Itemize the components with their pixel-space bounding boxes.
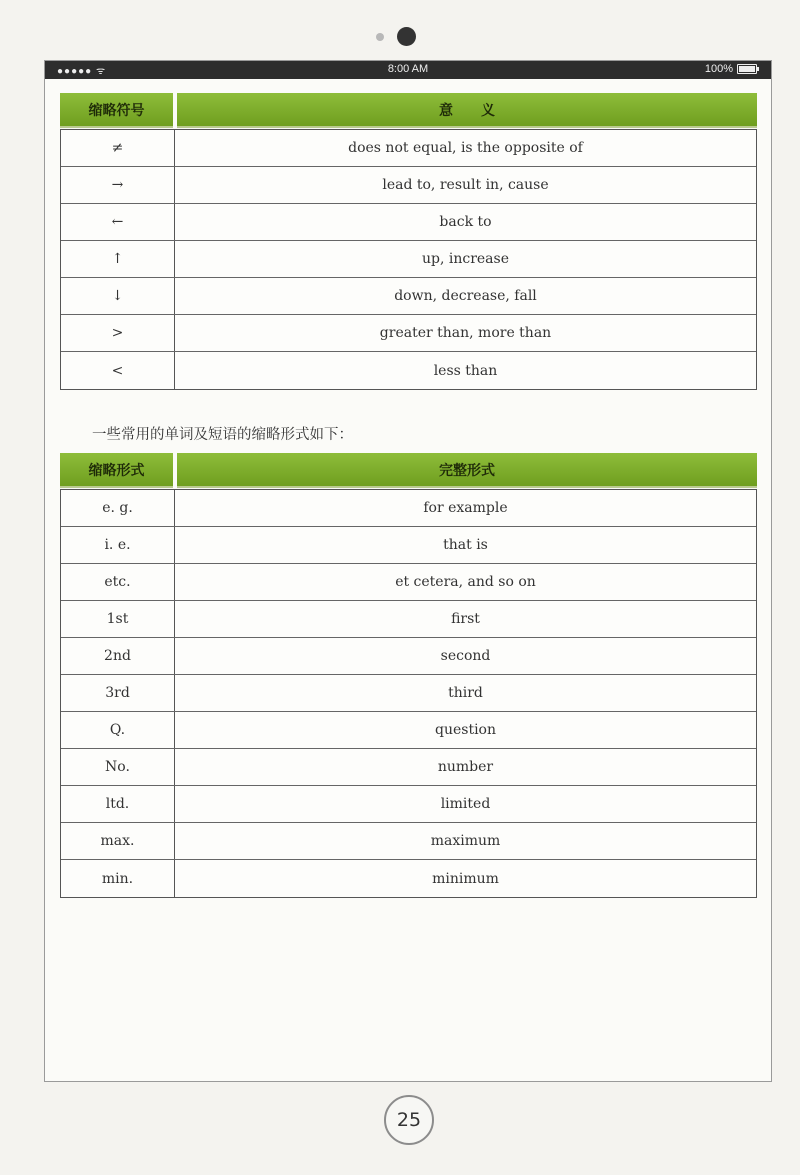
full-cell: first bbox=[451, 611, 480, 627]
table-row bbox=[61, 564, 756, 601]
table-row bbox=[61, 601, 756, 638]
battery-status bbox=[705, 63, 757, 75]
signal-icon: ●●●●● ᯤ bbox=[57, 66, 107, 77]
table-row bbox=[61, 527, 756, 564]
meaning-cell: lead to, result in, cause bbox=[382, 177, 549, 193]
abbreviations-table bbox=[60, 453, 757, 898]
abbr-cell: min. bbox=[61, 860, 175, 897]
abbr-cell: 1st bbox=[61, 601, 175, 637]
table-row bbox=[61, 749, 756, 786]
symbols-table-header bbox=[60, 93, 757, 129]
symbol-cell: > bbox=[61, 315, 175, 351]
table-row bbox=[61, 490, 756, 527]
table-row bbox=[61, 130, 756, 167]
table-row bbox=[61, 860, 756, 897]
full-cell: limited bbox=[440, 796, 491, 812]
tablet-screen bbox=[44, 60, 772, 1082]
battery-percent: 100% bbox=[704, 63, 733, 75]
abbr-cell: etc. bbox=[61, 564, 175, 600]
full-cell: number bbox=[437, 759, 494, 775]
meaning-cell: less than bbox=[433, 362, 498, 379]
camera-dot-small bbox=[376, 33, 384, 41]
table-row bbox=[61, 786, 756, 823]
symbol-cell: ↑ bbox=[61, 241, 175, 277]
abbr-cell: Q. bbox=[61, 712, 175, 748]
meaning-cell: back to bbox=[439, 214, 492, 230]
full-cell: minimum bbox=[432, 870, 499, 887]
abbr-cell: i. e. bbox=[61, 527, 175, 563]
symbol-cell: ← bbox=[61, 204, 175, 240]
symbol-cell: ↓ bbox=[61, 278, 175, 314]
symbol-cell: → bbox=[61, 167, 175, 203]
abbr-cell: ltd. bbox=[61, 786, 175, 822]
meaning-cell: up, increase bbox=[421, 251, 509, 267]
full-cell: third bbox=[448, 685, 483, 701]
abbr-cell: e. g. bbox=[61, 490, 175, 526]
table-row bbox=[61, 167, 756, 204]
abbreviations-table-header bbox=[60, 453, 757, 489]
battery-icon bbox=[737, 64, 757, 74]
page-number: 25 bbox=[384, 1095, 434, 1145]
full-cell: maximum bbox=[430, 833, 501, 849]
symbols-table bbox=[60, 93, 757, 390]
table-row bbox=[61, 352, 756, 389]
symbols-table-body bbox=[60, 129, 757, 390]
full-cell: for example bbox=[423, 500, 508, 516]
header-abbreviation: 缩略形式 bbox=[60, 453, 173, 486]
table-row bbox=[61, 675, 756, 712]
status-time: 8:00 AM bbox=[387, 63, 429, 75]
table-row bbox=[61, 712, 756, 749]
table-row bbox=[61, 315, 756, 352]
full-cell: et cetera, and so on bbox=[395, 574, 536, 590]
header-full-form: 完整形式 bbox=[177, 453, 757, 486]
table-row bbox=[61, 204, 756, 241]
camera-dot-large bbox=[397, 27, 416, 46]
symbol-cell: < bbox=[61, 352, 175, 389]
symbol-cell: ≠ bbox=[61, 130, 175, 166]
meaning-cell: greater than, more than bbox=[379, 325, 552, 341]
full-cell: that is bbox=[443, 537, 488, 553]
meaning-cell: down, decrease, fall bbox=[394, 288, 537, 304]
abbr-cell: 2nd bbox=[61, 638, 175, 674]
abbreviations-table-body bbox=[60, 489, 757, 898]
header-meaning: 意 义 bbox=[177, 93, 757, 126]
table-row bbox=[61, 241, 756, 278]
header-symbol: 缩略符号 bbox=[60, 93, 173, 126]
abbr-cell: 3rd bbox=[61, 675, 175, 711]
intro-text: 一些常用的单词及短语的缩略形式如下： bbox=[92, 427, 353, 443]
full-cell: second bbox=[440, 648, 491, 664]
abbr-cell: No. bbox=[61, 749, 175, 785]
meaning-cell: does not equal, is the opposite of bbox=[348, 140, 583, 156]
table-row bbox=[61, 823, 756, 860]
full-cell: question bbox=[435, 722, 496, 738]
abbr-cell: max. bbox=[61, 823, 175, 859]
status-bar bbox=[45, 61, 771, 79]
table-row bbox=[61, 278, 756, 315]
table-row bbox=[61, 638, 756, 675]
